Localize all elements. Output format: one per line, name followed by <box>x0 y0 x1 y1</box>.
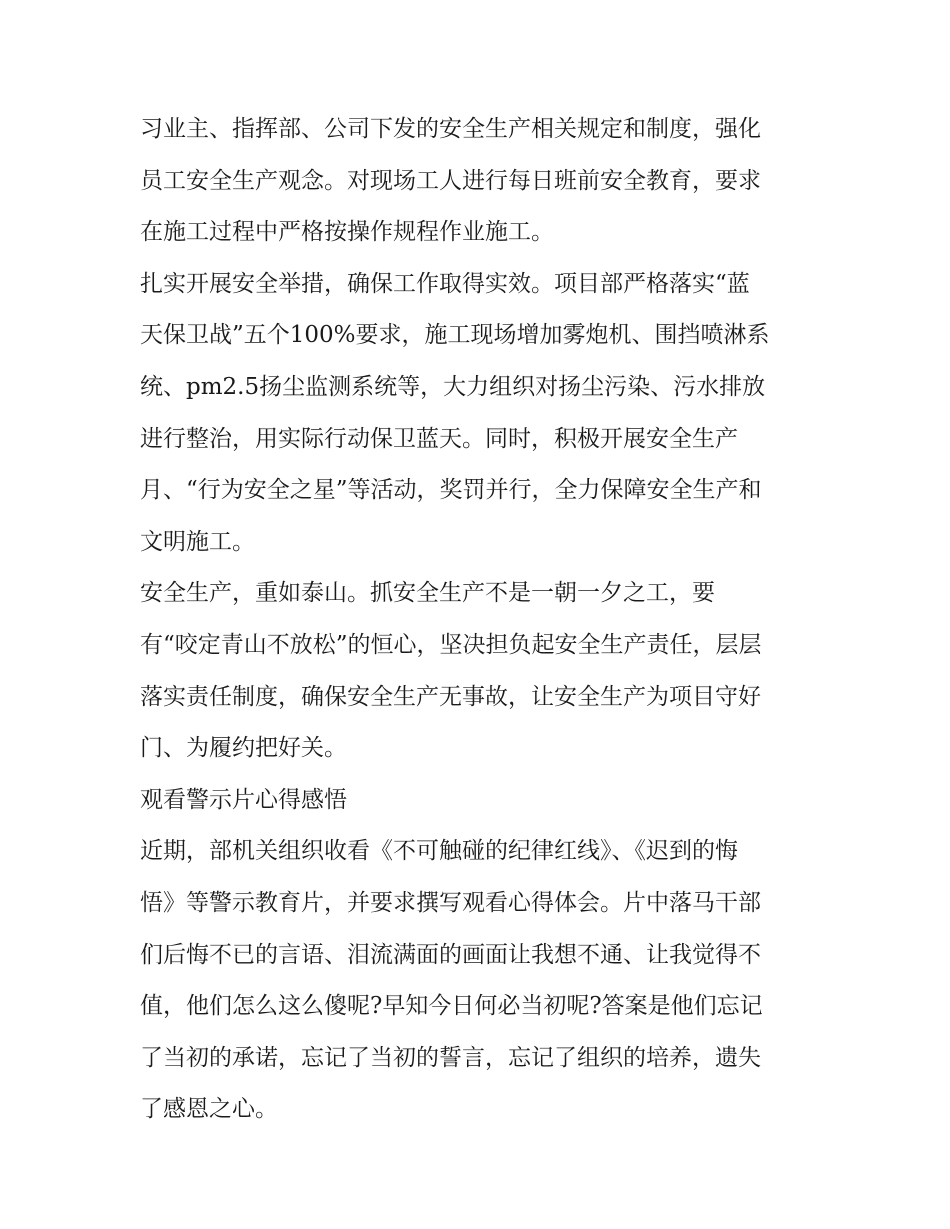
text-line-6: 统、pm2.5扬尘监测系统等，大力组织对扬尘污染、污水排放 <box>140 373 766 400</box>
text-line-13: 门、为履约把好关。 <box>140 735 347 762</box>
section-heading: 观看警示片心得感悟 <box>140 786 347 813</box>
text-line-20: 了感恩之心。 <box>140 1096 278 1123</box>
text-line-19: 了当初的承诺，忘记了当初的誓言，忘记了组织的培养，遗失 <box>140 1044 761 1071</box>
text-line-2: 员工安全生产观念。对现场工人进行每日班前安全教育，要求 <box>140 167 761 194</box>
text-line-4: 扎实开展安全举措，确保工作取得实效。项目部严格落实“蓝 <box>140 270 750 297</box>
text-line-15: 近期，部机关组织收看《不可触碰的纪律红线》、《迟到的悔 <box>140 838 738 865</box>
text-line-5: 天保卫战”五个100%要求，施工现场增加雾炮机、围挡喷淋系 <box>140 322 770 349</box>
text-line-16: 悟》等警示教育片，并要求撰写观看心得体会。片中落马干部 <box>140 889 761 916</box>
document-body <box>140 104 820 1136</box>
text-line-18: 值，他们怎么这么傻呢?早知今日何必当初呢?答案是他们忘记 <box>140 993 763 1020</box>
text-line-7: 进行整治，用实际行动保卫蓝天。同时，积极开展安全生产 <box>140 425 738 452</box>
text-line-9: 文明施工。 <box>140 528 255 555</box>
text-line-8: 月、“行为安全之星”等活动，奖罚并行，全力保障安全生产和 <box>140 477 762 504</box>
text-line-1: 习业主、指挥部、公司下发的安全生产相关规定和制度，强化 <box>140 116 761 142</box>
text-line-3: 在施工过程中严格按操作规程作业施工。 <box>140 219 554 246</box>
text-line-10: 安全生产，重如泰山。抓安全生产不是一朝一夕之工，要 <box>140 580 715 607</box>
text-line-11: 有“咬定青山不放松”的恒心，坚决担负起安全生产责任，层层 <box>140 631 762 658</box>
text-line-17: 们后悔不已的言语、泪流满面的画面让我想不通、让我觉得不 <box>140 941 761 968</box>
text-line-12: 落实责任制度，确保安全生产无事故，让安全生产为项目守好 <box>140 683 761 710</box>
